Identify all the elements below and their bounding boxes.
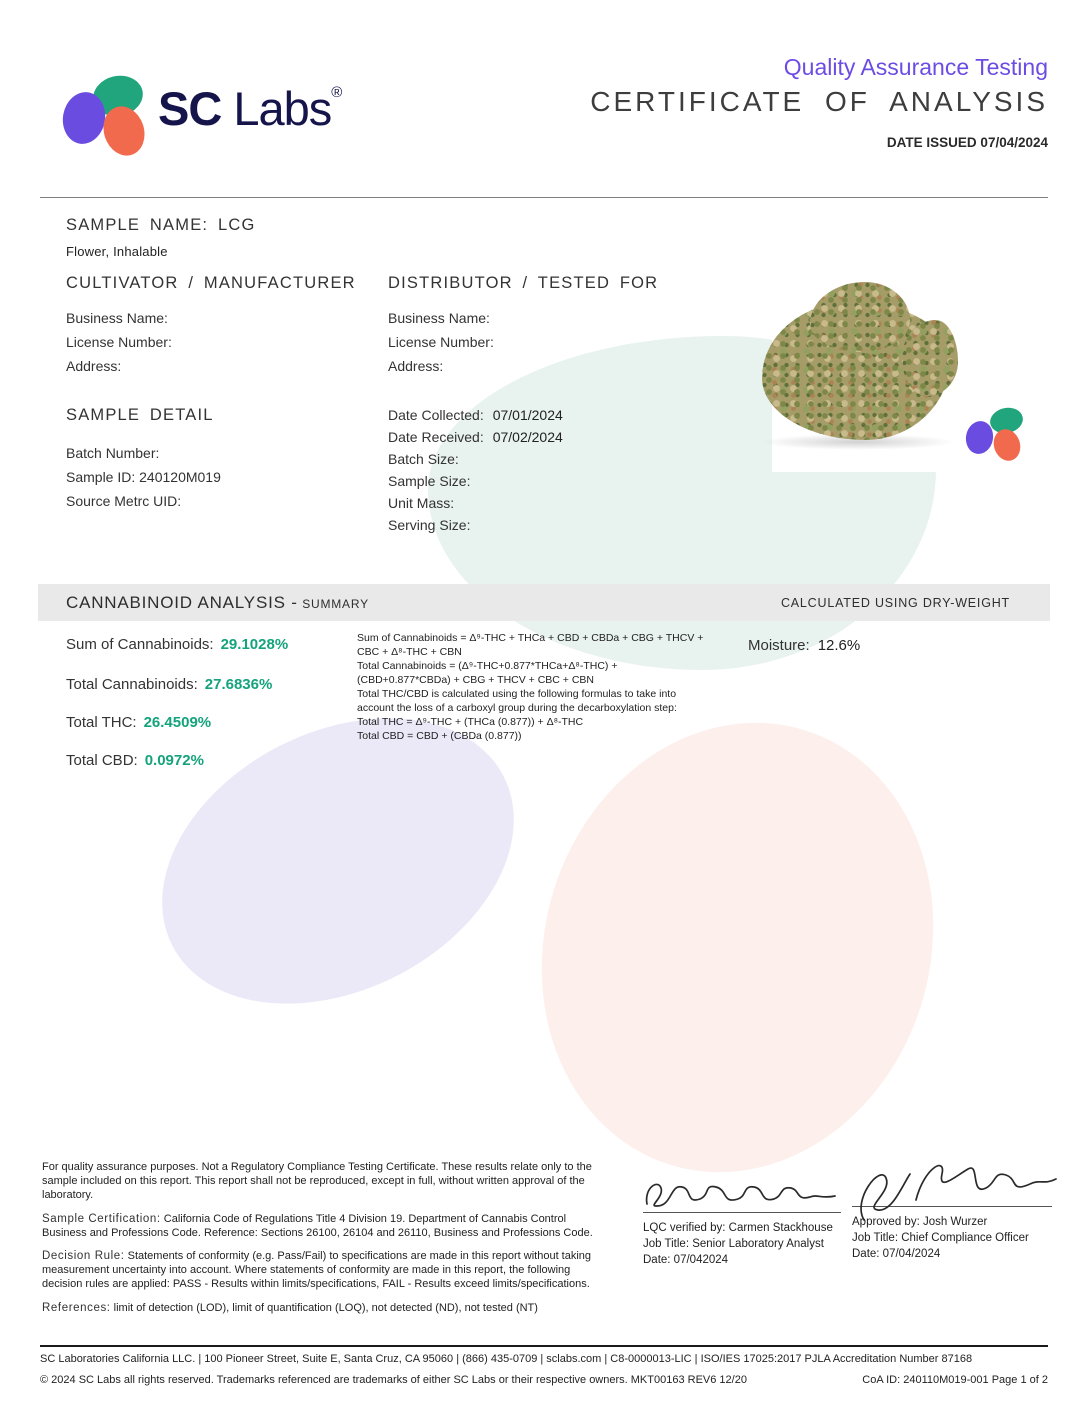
sample-name-block: [66, 216, 256, 259]
total-thc-value: 26.4509%: [143, 714, 212, 731]
cultivator-license-number-label: License Number:: [66, 334, 172, 350]
formula-total-cbd: Total CBD = CBD + (CBDa (0.877)): [357, 730, 522, 742]
analyst-job-title: Job Title: Senior Laboratory Analyst: [643, 1238, 824, 1250]
approver-signature-block: [852, 1150, 1067, 1262]
formula-total-cannabinoids: Total Cannabinoids = (Δ⁹-THC+0.877*THCa+Δ⁸-THC) + (CBD+0.877*CBDa) + CBG + THCV + CBC + CBN: [357, 660, 618, 686]
cannabinoid-heading-summary: SUMMARY: [302, 596, 369, 611]
cultivator-block: [66, 274, 356, 378]
copyright-row: [40, 1374, 1048, 1386]
dry-weight-note: CALCULATED USING DRY-WEIGHT: [780, 595, 1010, 610]
moisture-label: Moisture:: [748, 637, 810, 654]
cultivator-address-label: Address:: [66, 358, 122, 374]
decision-rule-text: Statements of conformity (e.g. Pass/Fail) to specifications are made in this report without taking measurement uncertainty into account. Where statements of conformity are made in this report, the following decision rules are applied: PASS - Results within limits/specifications, FAIL - Results exceed limits/specifications.: [42, 1250, 592, 1291]
sum-of-cannabinoids-value: 29.1028%: [220, 636, 289, 653]
sample-detail-block: [66, 406, 221, 513]
cannabinoid-summary: [66, 636, 288, 769]
disclaimer-block: [42, 1160, 602, 1315]
sample-certification-label: Sample Certification:: [42, 1212, 161, 1225]
total-cannabinoids-value: 27.6836%: [204, 676, 273, 693]
product-photo-bud-lobe: [902, 320, 958, 396]
date-received-label: Date Received:: [388, 429, 484, 445]
cultivator-business-name-label: Business Name:: [66, 310, 168, 326]
sample-size-label: Sample Size:: [388, 473, 471, 489]
formula-sum: Sum of Cannabinoids = Δ⁹-THC + THCa + CBD + CBDa + CBG + THCV + CBC + Δ⁸-THC + CBN: [357, 632, 704, 658]
header-divider: [40, 197, 1048, 198]
date-collected-label: Date Collected:: [388, 407, 484, 423]
analyst-signature-block: [643, 1172, 848, 1268]
moisture-value: 12.6%: [817, 637, 861, 654]
formula-notes: [357, 631, 711, 743]
distributor-heading: DISTRIBUTOR / TESTED FOR: [388, 274, 659, 292]
lab-contact-line: SC Laboratories California LLC. | 100 Pioneer Street, Suite E, Santa Cruz, CA 95060 | (866) 435-0709 | sclabs.com | C8-0000013-LIC | ISO/IES 17025:2017 PJLA Accreditation Number 87168: [40, 1353, 973, 1365]
total-cannabinoids-label: Total Cannabinoids:: [66, 676, 198, 693]
batch-size-label: Batch Size:: [388, 451, 459, 467]
total-thc-row: [66, 714, 288, 731]
cannabinoid-heading: CANNABINOID ANALYSIS -: [66, 592, 298, 612]
approved-by: Approved by: Josh Wurzer: [852, 1216, 988, 1228]
verified-by: LQC verified by: Carmen Stackhouse: [643, 1222, 833, 1234]
logo-wordmark: [158, 81, 342, 136]
decision-rule-label: Decision Rule:: [42, 1250, 125, 1263]
decision-rule-paragraph: [42, 1249, 602, 1292]
signature-line: [643, 1212, 841, 1213]
signature-line: [852, 1206, 1052, 1207]
analyst-date: Date: 07/042024: [643, 1254, 729, 1266]
sample-type: Flower, Inhalable: [66, 244, 168, 259]
references-text: limit of detection (LOD), limit of quantification (LOQ), not detected (ND), not tested (NT): [110, 1301, 538, 1314]
sample-name: SAMPLE NAME: LCG: [66, 216, 256, 234]
decorative-pink-blob: [487, 674, 988, 1222]
date-collected-value: 07/01/2024: [492, 407, 563, 423]
formula-total-thc: Total THC = Δ⁹-THC + (THCa (0.877)) + Δ⁸-THC: [357, 716, 584, 728]
sample-detail-heading: SAMPLE DETAIL: [66, 406, 214, 424]
sample-certification-paragraph: [42, 1212, 602, 1240]
distributor-block: [388, 274, 658, 378]
logo-wordmark-sc: SC: [158, 82, 222, 135]
sample-certification-text: California Code of Regulations Title 4 Division 19. Department of Cannabis Control Business and Professions Code. Reference: Sections 26100, 26104 and 26110, Business and Professions Code.: [42, 1212, 593, 1239]
sum-of-cannabinoids-label: Sum of Cannabinoids:: [66, 636, 214, 653]
references-label: References:: [42, 1301, 111, 1314]
distributor-license-number-label: License Number:: [388, 334, 494, 350]
registered-trademark-icon: ®: [331, 84, 343, 101]
distributor-address-label: Address:: [388, 358, 444, 374]
product-photo-bud-lobe: [810, 282, 910, 352]
logo-orange-oval-icon: [990, 426, 1025, 464]
logo-wordmark-labs: Labs: [221, 82, 332, 135]
cultivator-heading: CULTIVATOR / MANUFACTURER: [66, 274, 356, 292]
header-block: [590, 54, 1048, 150]
date-received-value: 07/02/2024: [492, 429, 563, 445]
total-cannabinoids-row: [66, 676, 288, 693]
date-received-row: [388, 426, 563, 448]
references-paragraph: [42, 1301, 602, 1315]
approver-date: Date: 07/04/2024: [852, 1248, 941, 1260]
serving-size-label: Serving Size:: [388, 517, 471, 533]
product-photo: [752, 280, 960, 448]
date-issued: DATE ISSUED 07/04/2024: [886, 135, 1048, 150]
sum-of-cannabinoids-row: [66, 636, 288, 653]
sample-id: Sample ID: 240120M019: [66, 469, 221, 485]
source-metrc-uid-label: Source Metrc UID:: [66, 493, 182, 509]
cannabinoid-analysis-header: [38, 584, 1050, 621]
program-title: Quality Assurance Testing: [783, 54, 1048, 80]
moisture-row: [748, 637, 860, 654]
unit-mass-label: Unit Mass:: [388, 495, 455, 511]
total-cbd-row: [66, 752, 288, 769]
total-cbd-label: Total CBD:: [66, 752, 138, 769]
date-collected-row: [388, 404, 563, 426]
approver-job-title: Job Title: Chief Compliance Officer: [852, 1232, 1029, 1244]
batch-number-label: Batch Number:: [66, 445, 160, 461]
footer-divider: [40, 1345, 1048, 1347]
certificate-title: CERTIFICATE OF ANALYSIS: [590, 86, 1048, 117]
total-thc-label: Total THC:: [66, 714, 137, 731]
copyright-text: © 2024 SC Labs all rights reserved. Trademarks referenced are trademarks of either SC Labs or their respective owners. MKT00163 REV6 12/20: [40, 1374, 747, 1386]
total-cbd-value: 0.0972%: [144, 752, 204, 769]
distributor-business-name-label: Business Name:: [388, 310, 490, 326]
formula-decarb-note: Total THC/CBD is calculated using the following formulas to take into account the loss of a carboxyl group during the decarboxylation step:: [357, 688, 677, 714]
dates-block: [388, 404, 563, 536]
disclaimer-paragraph: For quality assurance purposes. Not a Regulatory Compliance Testing Certificate. These results relate only to the sample included on this report. This report shall not be reproduced, except in full, without written approval of the laboratory.: [42, 1161, 592, 1202]
coa-id-page: CoA ID: 240110M019-001 Page 1 of 2: [862, 1374, 1048, 1386]
